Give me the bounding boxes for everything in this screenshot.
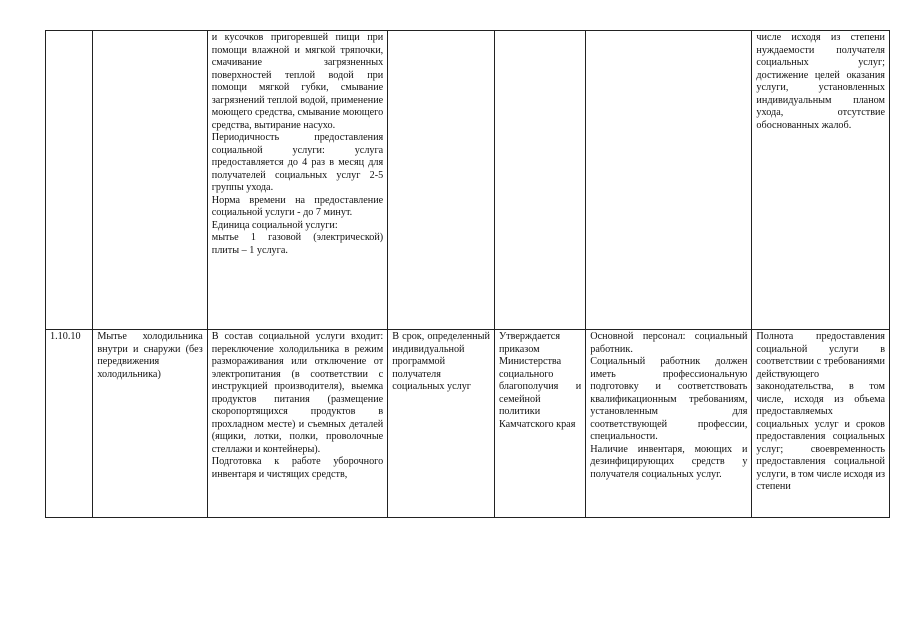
- service-standard: Утверждается приказом Министерства социального благополучия и семейной политики Камчатского края: [498, 331, 582, 430]
- row1-term-cell: [388, 31, 495, 330]
- row1-content-text: и кусочков пригоревшей пищи при помощи влажной и мягкой тряпочки, смачивание загрязненных поверхностей теплой водой при помощи мягкой губки, смывание загрязнений теплой водой, применение моющего средства, смывание моющего средства, вытирание насухо. Периодичность предоставления социальной услуги: услуга предоставляется до 4 раз в месяц для получателей социальных услуг 2-5 группы ухода. Норма времени на предоставление социальной услуги - до 7 минут. Единица социальной услуги: мытье 1 газовой (электрической) плиты – 1 услуга.: [211, 32, 384, 256]
- row1-standard-cell: [494, 31, 585, 330]
- service-conditions: Основной персонал: социальный работник. Социальный работник должен иметь профессиональную подготовку и соответствовать квалификационным требованиям, установленным для соответствующей профессии, специальности. Наличие инвентаря, моющих и дезинфицирующих средств у получателя социальных услуг.: [590, 331, 748, 480]
- row1-number-cell: [46, 31, 93, 330]
- row1-name-cell: [93, 31, 207, 330]
- table-row: [46, 31, 890, 330]
- services-table-page: [45, 30, 890, 518]
- row2-quality-cell: [752, 330, 890, 518]
- row2-content-cell: [207, 330, 387, 518]
- service-name: Мытье холодильника внутри и снаружи (без передвижения холодильника): [97, 331, 203, 380]
- row2-term-cell: [388, 330, 495, 518]
- services-table: [45, 30, 890, 518]
- service-content: В состав социальной услуги входит: переключение холодильника в режим размораживания или отключение от электропитания (в соответствии с инструкцией производителя), выемка продуктов питания (размещение скоропортящихся продуктов в прохладном месте) и съемных деталей (ящики, лотки, полки, проволочные стеллажи и контейнеры). Подготовка к работе уборочного инвентаря и чистящих средств,: [211, 331, 384, 480]
- row2-name-cell: [93, 330, 207, 518]
- row1-content-cell: [207, 31, 387, 330]
- row2-number-cell: [46, 330, 93, 518]
- row1-conditions-cell: [586, 31, 752, 330]
- row2-standard-cell: [494, 330, 585, 518]
- table-row: [46, 330, 890, 518]
- service-number: 1.10.10: [50, 331, 81, 342]
- service-quality: Полнота предоставления социальной услуги в соответствии с требованиями действующего законодательства, в том числе, исходя из объема предоставляемых социальных услуг и сроков предоставления социальных услуг; своевременность предоставления социальной услуги, в том числе исходя из степени: [756, 331, 885, 492]
- row1-quality-cell: [752, 31, 890, 330]
- row2-conditions-cell: [586, 330, 752, 518]
- row1-quality-text: числе исходя из степени нуждаемости получателя социальных услуг; достижение целей оказания услуги, установленных индивидуальным планом ухода, отсутствие обоснованных жалоб.: [756, 32, 885, 131]
- service-term: В срок, определенный индивидуальной программой получателя социальных услуг: [392, 331, 490, 392]
